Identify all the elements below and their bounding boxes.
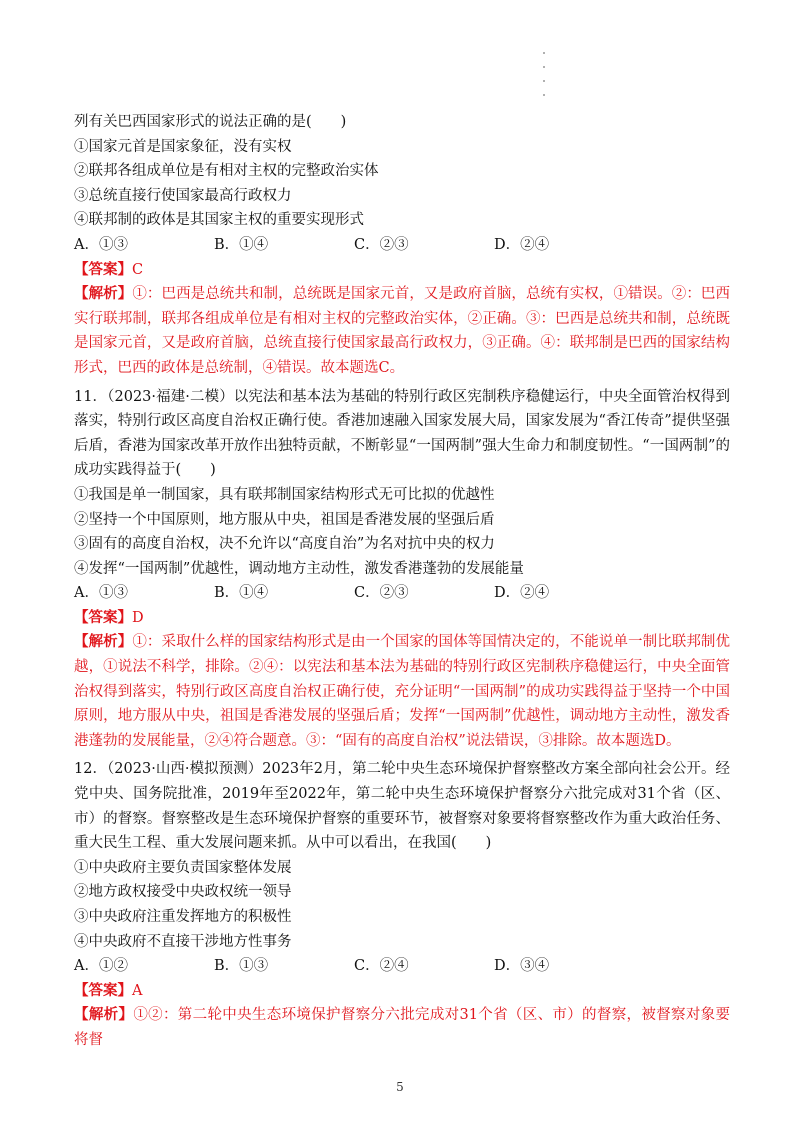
q12-analysis: [74, 1003, 730, 1052]
q11-answer: [74, 606, 730, 631]
margin-dots: [540, 52, 548, 108]
q12-answer-label: 【答案】: [74, 981, 132, 999]
q12-option-d: D．③④: [494, 958, 550, 975]
page-number: 5: [396, 1080, 404, 1094]
q12-option-c: C．②④: [354, 958, 409, 975]
question-10: [74, 110, 730, 381]
q10-option-b: B．①④: [214, 236, 269, 253]
q11-answer-label: 【答案】: [74, 608, 132, 626]
q12-answer: [74, 979, 730, 1004]
q12-option-a: A．①②: [74, 958, 128, 975]
q12-option-b: B．①③: [214, 958, 269, 975]
q12-item-4: ④中央政府不直接干涉地方性事务: [74, 933, 292, 950]
q10-item-2: ②联邦各组成单位是有相对主权的完整政治实体: [74, 163, 379, 180]
question-12: [74, 757, 730, 1052]
q11-option-a: A．①③: [74, 585, 128, 602]
q10-option-a: A．①③: [74, 236, 128, 253]
q10-analysis-label: 【解析】: [74, 285, 133, 303]
q11-analysis: [74, 630, 730, 753]
q10-option-d: D．②④: [494, 236, 550, 253]
q12-analysis-text: ①②：第二轮中央生态环境保护督察分六批完成对31个省（区、市）的督察，被督察对象要将督: [74, 1007, 730, 1048]
q11-option-c: C．②③: [354, 585, 409, 602]
q11-option-d: D．②④: [494, 585, 550, 602]
question-11: [74, 385, 730, 754]
q11-item-4: ④发挥“一国两制”优越性，调动地方主动性，激发香港蓬勃的发展能量: [74, 560, 524, 577]
q11-stem: 11．（2023·福建·二模）以宪法和基本法为基础的特别行政区宪制秩序稳健运行，中央全面管治权得到落实，特别行政区高度自治权正确行使。香港加速融入国家发展大局，国家发展为“香江传奇”提供坚强后盾，香港为国家改革开放作出独特贡献，不断彰显“一国两制”强大生命力和制度韧性。“一国两制”的成功实践得益于( ): [74, 388, 730, 479]
q10-analysis: [74, 282, 730, 380]
q10-item-1: ①国家元首是国家象征，没有实权: [74, 138, 292, 155]
q12-answer-value: A: [132, 982, 143, 999]
q11-option-b: B．①④: [214, 585, 269, 602]
q10-option-c: C．②③: [354, 236, 409, 253]
q12-item-3: ③中央政府注重发挥地方的积极性: [74, 909, 292, 925]
q10-answer-label: 【答案】: [74, 260, 132, 278]
q10-stem-tail: 列有关巴西国家形式的说法正确的是( ): [74, 114, 347, 130]
q10-answer: [74, 258, 730, 283]
q12-item-1: ①中央政府主要负责国家整体发展: [74, 859, 292, 876]
q12-options: [74, 954, 730, 979]
q11-item-2: ②坚持一个中国原则，地方服从中央，祖国是香港发展的坚强后盾: [74, 511, 495, 528]
q12-analysis-label: 【解析】: [74, 1006, 134, 1024]
q10-answer-value: C: [132, 261, 144, 278]
q11-item-3: ③固有的高度自治权，决不允许以“高度自治”为名对抗中央的权力: [74, 536, 495, 553]
q10-options: [74, 233, 730, 258]
q11-analysis-label: 【解析】: [74, 633, 133, 651]
q11-analysis-text: ①：采取什么样的国家结构形式是由一个国家的国体等国情决定的，不能说单一制比联邦制优越，①说法不科学，排除。②④：以宪法和基本法为基础的特别行政区宪制秩序稳健运行，中央全面管治权得到落实，特别行政区高度自治权正确行使，充分证明“一国两制”的成功实践得益于坚持一个中国原则，地方服从中央，祖国是香港发展的坚强后盾；发挥“一国两制”优越性，调动地方主动性，激发香港蓬勃的发展能量，②④符合题意。③：“固有的高度自治权”说法错误，③排除。故本题选D。: [74, 634, 731, 749]
q12-item-2: ②地方政权接受中央政权统一领导: [74, 884, 292, 901]
q11-answer-value: D: [132, 609, 144, 626]
q11-options: [74, 581, 730, 606]
page-content: [74, 110, 730, 1053]
q10-item-3: ③总统直接行使国家最高行政权力: [74, 187, 292, 204]
q12-stem: 12．（2023·山西·模拟预测）2023年2月，第二轮中央生态环境保护督察整改方案全部向社会公开。经党中央、国务院批准，2019年至2022年，第二轮中央生态环境保护督察分六批完成对31个省（区、市）的督察。督察整改是生态环境保护督察的重要环节，被督察对象要将督察整改作为重大政治任务、重大民生工程、重大发展问题来抓。从中可以看出，在我国( ): [74, 761, 730, 852]
q10-item-4: ④联邦制的政体是其国家主权的重要实现形式: [74, 212, 364, 229]
q11-item-1: ①我国是单一制国家，具有联邦制国家结构形式无可比拟的优越性: [74, 486, 495, 503]
q10-analysis-text: ①：巴西是总统共和制，总统既是国家元首，又是政府首脑，总统有实权，①错误。②：巴西实行联邦制，联邦各组成单位是有相对主权的完整政治实体，②正确。③：巴西是总统共和制，总统既是国家元首，又是政府首脑，总统直接行使国家最高行政权力，③正确。④：联邦制是巴西的国家结构形式，巴西的政体是总统制，④错误。故本题选C。: [74, 286, 731, 376]
